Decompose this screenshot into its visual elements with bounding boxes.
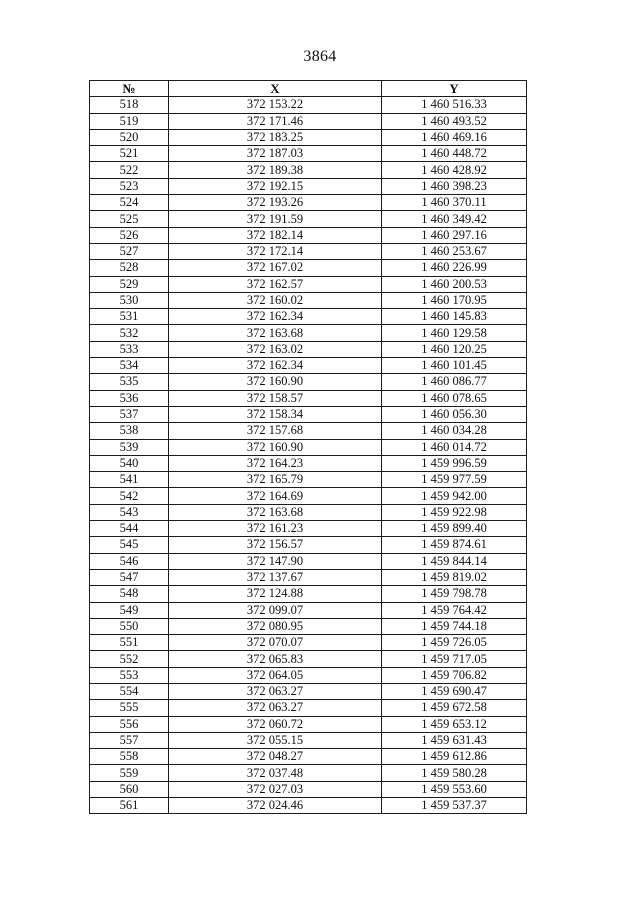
x-coordinate-cell: 372 172.14 <box>169 243 382 259</box>
point-number-cell: 531 <box>90 309 169 325</box>
point-number-cell: 541 <box>90 472 169 488</box>
table-row <box>90 553 527 569</box>
point-number-cell: 528 <box>90 260 169 276</box>
table-row <box>90 178 527 194</box>
header-number: № <box>90 81 169 97</box>
y-coordinate-cell: 1 460 349.42 <box>382 211 527 227</box>
point-number-cell: 549 <box>90 602 169 618</box>
point-number-cell: 558 <box>90 749 169 765</box>
table-row <box>90 227 527 243</box>
y-coordinate-cell: 1 459 977.59 <box>382 472 527 488</box>
table-row <box>90 716 527 732</box>
point-number-cell: 545 <box>90 537 169 553</box>
y-coordinate-cell: 1 460 014.72 <box>382 439 527 455</box>
table-row <box>90 732 527 748</box>
point-number-cell: 524 <box>90 195 169 211</box>
point-number-cell: 539 <box>90 439 169 455</box>
x-coordinate-cell: 372 163.68 <box>169 504 382 520</box>
y-coordinate-cell: 1 460 170.95 <box>382 292 527 308</box>
table-row <box>90 97 527 113</box>
point-number-cell: 520 <box>90 129 169 145</box>
x-coordinate-cell: 372 162.34 <box>169 309 382 325</box>
y-coordinate-cell: 1 459 537.37 <box>382 798 527 814</box>
table-row <box>90 798 527 814</box>
y-coordinate-cell: 1 460 448.72 <box>382 146 527 162</box>
table-row <box>90 243 527 259</box>
point-number-cell: 523 <box>90 178 169 194</box>
x-coordinate-cell: 372 063.27 <box>169 700 382 716</box>
table-row <box>90 781 527 797</box>
x-coordinate-cell: 372 191.59 <box>169 211 382 227</box>
x-coordinate-cell: 372 024.46 <box>169 798 382 814</box>
table-row <box>90 504 527 520</box>
y-coordinate-cell: 1 459 726.05 <box>382 635 527 651</box>
y-coordinate-cell: 1 460 493.52 <box>382 113 527 129</box>
table-row <box>90 521 527 537</box>
table-row <box>90 488 527 504</box>
x-coordinate-cell: 372 163.02 <box>169 341 382 357</box>
x-coordinate-cell: 372 182.14 <box>169 227 382 243</box>
x-coordinate-cell: 372 063.27 <box>169 683 382 699</box>
x-coordinate-cell: 372 160.02 <box>169 292 382 308</box>
x-coordinate-cell: 372 193.26 <box>169 195 382 211</box>
x-coordinate-cell: 372 055.15 <box>169 732 382 748</box>
table-row <box>90 423 527 439</box>
table-row <box>90 602 527 618</box>
table-row <box>90 569 527 585</box>
table-row <box>90 586 527 602</box>
table-row <box>90 765 527 781</box>
point-number-cell: 554 <box>90 683 169 699</box>
x-coordinate-cell: 372 137.67 <box>169 569 382 585</box>
y-coordinate-cell: 1 459 942.00 <box>382 488 527 504</box>
x-coordinate-cell: 372 065.83 <box>169 651 382 667</box>
table-row <box>90 341 527 357</box>
y-coordinate-cell: 1 460 200.53 <box>382 276 527 292</box>
x-coordinate-cell: 372 161.23 <box>169 521 382 537</box>
x-coordinate-cell: 372 070.07 <box>169 635 382 651</box>
table-row <box>90 374 527 390</box>
table-row <box>90 162 527 178</box>
y-coordinate-cell: 1 459 798.78 <box>382 586 527 602</box>
x-coordinate-cell: 372 153.22 <box>169 97 382 113</box>
table-row <box>90 700 527 716</box>
x-coordinate-cell: 372 160.90 <box>169 374 382 390</box>
y-coordinate-cell: 1 459 874.61 <box>382 537 527 553</box>
y-coordinate-cell: 1 460 034.28 <box>382 423 527 439</box>
y-coordinate-cell: 1 459 717.05 <box>382 651 527 667</box>
point-number-cell: 533 <box>90 341 169 357</box>
point-number-cell: 561 <box>90 798 169 814</box>
table-row <box>90 651 527 667</box>
y-coordinate-cell: 1 459 653.12 <box>382 716 527 732</box>
y-coordinate-cell: 1 460 428.92 <box>382 162 527 178</box>
x-coordinate-cell: 372 164.23 <box>169 455 382 471</box>
point-number-cell: 548 <box>90 586 169 602</box>
table-row <box>90 472 527 488</box>
point-number-cell: 540 <box>90 455 169 471</box>
header-x: X <box>169 81 382 97</box>
point-number-cell: 535 <box>90 374 169 390</box>
point-number-cell: 530 <box>90 292 169 308</box>
x-coordinate-cell: 372 027.03 <box>169 781 382 797</box>
table-row <box>90 113 527 129</box>
x-coordinate-cell: 372 160.90 <box>169 439 382 455</box>
y-coordinate-cell: 1 460 129.58 <box>382 325 527 341</box>
table-row <box>90 129 527 145</box>
y-coordinate-cell: 1 460 297.16 <box>382 227 527 243</box>
table-row <box>90 618 527 634</box>
point-number-cell: 556 <box>90 716 169 732</box>
point-number-cell: 555 <box>90 700 169 716</box>
point-number-cell: 521 <box>90 146 169 162</box>
point-number-cell: 557 <box>90 732 169 748</box>
point-number-cell: 553 <box>90 667 169 683</box>
table-row <box>90 358 527 374</box>
table-header-row <box>90 81 527 97</box>
y-coordinate-cell: 1 460 516.33 <box>382 97 527 113</box>
y-coordinate-cell: 1 460 253.67 <box>382 243 527 259</box>
table-row <box>90 406 527 422</box>
point-number-cell: 538 <box>90 423 169 439</box>
table-row <box>90 683 527 699</box>
y-coordinate-cell: 1 460 370.11 <box>382 195 527 211</box>
x-coordinate-cell: 372 163.68 <box>169 325 382 341</box>
table-row <box>90 211 527 227</box>
table-row <box>90 146 527 162</box>
y-coordinate-cell: 1 460 086.77 <box>382 374 527 390</box>
x-coordinate-cell: 372 162.57 <box>169 276 382 292</box>
table-row <box>90 292 527 308</box>
table-row <box>90 537 527 553</box>
point-number-cell: 525 <box>90 211 169 227</box>
x-coordinate-cell: 372 037.48 <box>169 765 382 781</box>
point-number-cell: 526 <box>90 227 169 243</box>
point-number-cell: 551 <box>90 635 169 651</box>
y-coordinate-cell: 1 460 145.83 <box>382 309 527 325</box>
y-coordinate-cell: 1 459 553.60 <box>382 781 527 797</box>
point-number-cell: 536 <box>90 390 169 406</box>
y-coordinate-cell: 1 459 819.02 <box>382 569 527 585</box>
coordinates-table <box>89 80 527 814</box>
point-number-cell: 546 <box>90 553 169 569</box>
header-y: Y <box>382 81 527 97</box>
table-row <box>90 309 527 325</box>
x-coordinate-cell: 372 124.88 <box>169 586 382 602</box>
x-coordinate-cell: 372 156.57 <box>169 537 382 553</box>
x-coordinate-cell: 372 060.72 <box>169 716 382 732</box>
point-number-cell: 529 <box>90 276 169 292</box>
y-coordinate-cell: 1 460 120.25 <box>382 341 527 357</box>
y-coordinate-cell: 1 459 706.82 <box>382 667 527 683</box>
y-coordinate-cell: 1 460 398.23 <box>382 178 527 194</box>
table-row <box>90 260 527 276</box>
table-row <box>90 455 527 471</box>
point-number-cell: 560 <box>90 781 169 797</box>
x-coordinate-cell: 372 192.15 <box>169 178 382 194</box>
x-coordinate-cell: 372 183.25 <box>169 129 382 145</box>
y-coordinate-cell: 1 459 844.14 <box>382 553 527 569</box>
y-coordinate-cell: 1 460 056.30 <box>382 406 527 422</box>
y-coordinate-cell: 1 459 764.42 <box>382 602 527 618</box>
y-coordinate-cell: 1 459 580.28 <box>382 765 527 781</box>
y-coordinate-cell: 1 459 996.59 <box>382 455 527 471</box>
x-coordinate-cell: 372 147.90 <box>169 553 382 569</box>
y-coordinate-cell: 1 460 469.16 <box>382 129 527 145</box>
x-coordinate-cell: 372 099.07 <box>169 602 382 618</box>
table-body <box>90 97 527 814</box>
point-number-cell: 537 <box>90 406 169 422</box>
table-row <box>90 667 527 683</box>
y-coordinate-cell: 1 459 672.58 <box>382 700 527 716</box>
point-number-cell: 552 <box>90 651 169 667</box>
table-row <box>90 390 527 406</box>
point-number-cell: 522 <box>90 162 169 178</box>
x-coordinate-cell: 372 048.27 <box>169 749 382 765</box>
y-coordinate-cell: 1 459 631.43 <box>382 732 527 748</box>
y-coordinate-cell: 1 460 078.65 <box>382 390 527 406</box>
y-coordinate-cell: 1 459 922.98 <box>382 504 527 520</box>
x-coordinate-cell: 372 158.34 <box>169 406 382 422</box>
table-row <box>90 195 527 211</box>
table-row <box>90 439 527 455</box>
y-coordinate-cell: 1 459 612.86 <box>382 749 527 765</box>
x-coordinate-cell: 372 187.03 <box>169 146 382 162</box>
x-coordinate-cell: 372 167.02 <box>169 260 382 276</box>
y-coordinate-cell: 1 459 744.18 <box>382 618 527 634</box>
x-coordinate-cell: 372 157.68 <box>169 423 382 439</box>
point-number-cell: 543 <box>90 504 169 520</box>
y-coordinate-cell: 1 459 690.47 <box>382 683 527 699</box>
point-number-cell: 518 <box>90 97 169 113</box>
table-row <box>90 635 527 651</box>
table-row <box>90 325 527 341</box>
x-coordinate-cell: 372 158.57 <box>169 390 382 406</box>
point-number-cell: 527 <box>90 243 169 259</box>
y-coordinate-cell: 1 460 226.99 <box>382 260 527 276</box>
y-coordinate-cell: 1 459 899.40 <box>382 521 527 537</box>
x-coordinate-cell: 372 064.05 <box>169 667 382 683</box>
x-coordinate-cell: 372 165.79 <box>169 472 382 488</box>
table-row <box>90 749 527 765</box>
x-coordinate-cell: 372 171.46 <box>169 113 382 129</box>
point-number-cell: 542 <box>90 488 169 504</box>
point-number-cell: 544 <box>90 521 169 537</box>
table-row <box>90 276 527 292</box>
x-coordinate-cell: 372 189.38 <box>169 162 382 178</box>
page-number: 3864 <box>303 48 337 65</box>
point-number-cell: 550 <box>90 618 169 634</box>
point-number-cell: 547 <box>90 569 169 585</box>
x-coordinate-cell: 372 162.34 <box>169 358 382 374</box>
y-coordinate-cell: 1 460 101.45 <box>382 358 527 374</box>
point-number-cell: 534 <box>90 358 169 374</box>
point-number-cell: 519 <box>90 113 169 129</box>
x-coordinate-cell: 372 080.95 <box>169 618 382 634</box>
point-number-cell: 532 <box>90 325 169 341</box>
x-coordinate-cell: 372 164.69 <box>169 488 382 504</box>
point-number-cell: 559 <box>90 765 169 781</box>
